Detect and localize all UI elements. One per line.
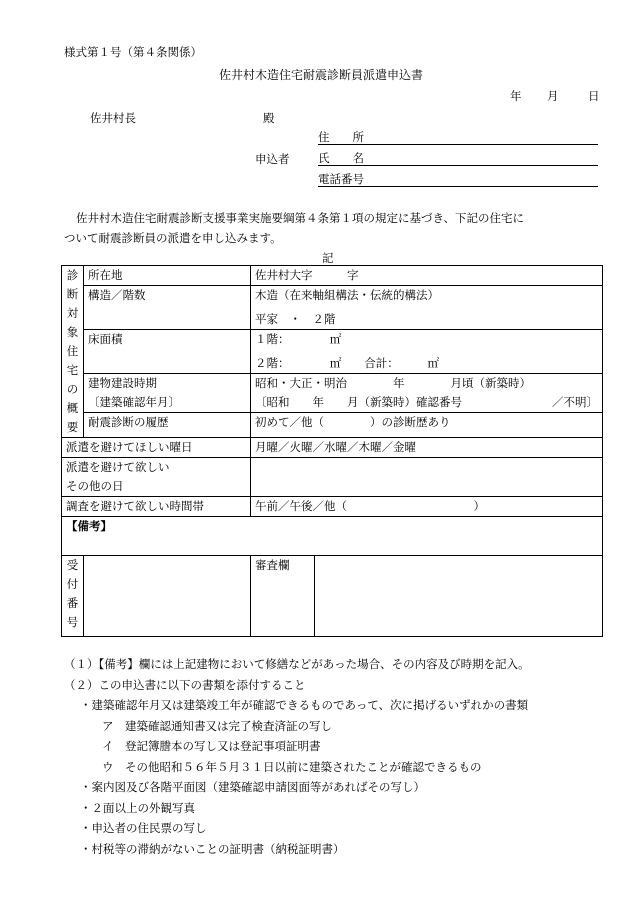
property-overview-header: 診 断 対 象 住 宅 の 概 要: [62, 266, 84, 438]
form-number: 様式第１号（第４条関係）: [64, 45, 202, 59]
other-days-label: 派遣を避けて欲しい その他の日: [62, 458, 251, 497]
review-label: 審査欄: [251, 556, 315, 637]
structure-type[interactable]: 木造（在来軸組構法・伝統的構法）: [251, 286, 603, 311]
date-month: 月: [547, 89, 559, 103]
honorific: 殿: [263, 111, 275, 125]
avoid-time-value[interactable]: 午前／午後／他（ ）: [251, 497, 603, 517]
name-field[interactable]: [318, 150, 598, 166]
phone-label: 電話番号: [318, 172, 364, 186]
applicant-label: 申込者: [255, 152, 290, 166]
date-day: 日: [588, 89, 600, 103]
attachment-2: ・案内図及び各階平面図（建築確認申請図面等があればその写し）: [80, 780, 425, 794]
history-label: 耐震診断の履歴: [84, 413, 251, 438]
build-period-value[interactable]: 昭和・大正・明治 年 月頃（新築時）: [251, 374, 603, 394]
review-value[interactable]: [315, 556, 603, 637]
history-value[interactable]: 初めて／他（ ）の診断歴あり: [251, 413, 603, 438]
name-label: 氏 名: [318, 151, 364, 165]
confirm-date-value[interactable]: [251, 393, 603, 413]
build-period-label: 建物建設時期: [84, 374, 251, 394]
addressee: 佐井村長: [90, 111, 136, 125]
floor-area-2f-total[interactable]: ２階： ㎡ 合計： ㎡: [251, 354, 603, 374]
receipt-number-value[interactable]: [84, 556, 251, 637]
receipt-number-label: 受 付 番 号: [62, 556, 84, 637]
note-1: （１）【備考】欄には上記建物において修繕などがあった場合、その内容及び時期を記入。: [64, 657, 530, 671]
floor-area-1f[interactable]: １階： ㎡: [251, 330, 603, 355]
confirm-date-left: 〔昭和 年 月（新築時）確認番号: [255, 395, 462, 409]
confirm-date-right: ／不明〕: [552, 395, 598, 409]
attachment-4: ・申込者の住民票の写し: [80, 821, 207, 835]
attachment-1c: ウ その他昭和５６年５月３１日以前に建築されたことが確認できるもの: [102, 759, 482, 774]
attachment-3: ・２面以上の外観写真: [80, 800, 195, 815]
location-label: 所在地: [84, 266, 251, 286]
attachment-1: ・建築確認年月又は建築竣工年が確認できるものであって、次に掲げるいずれかの書類: [80, 698, 529, 712]
attachment-5: ・村税等の滞納がないことの証明書（納税証明書）: [80, 841, 345, 856]
form-title: 佐井村木造住宅耐震診断員派遣申込書: [219, 68, 424, 82]
confirm-date-label: 〔建築確認年月〕: [84, 393, 251, 413]
avoid-days-value[interactable]: 月曜／火曜／水曜／木曜／金曜: [251, 438, 603, 458]
attachment-1a: ア 建築確認通知書又は完了検査済証の写し: [102, 718, 332, 733]
notes: [64, 654, 530, 859]
floor-area-label: 床面積: [84, 330, 251, 374]
avoid-time-label: 調査を避けて欲しい時間帯: [62, 497, 251, 517]
other-days-value[interactable]: [251, 458, 603, 497]
avoid-days-label: 派遣を避けてほしい曜日: [62, 438, 251, 458]
remarks-field[interactable]: [62, 517, 603, 556]
body-line-1: 佐井村木造住宅耐震診断支援事業実施要綱第４条第１項の規定に基づき、下記の住宅に: [76, 211, 525, 225]
application-table: [61, 265, 603, 637]
body-line-2: ついて耐震診断員の派遣を申し込みます。: [64, 231, 282, 245]
structure-label: 構造／階数: [84, 286, 251, 330]
structure-floors[interactable]: 平家 ・ ２階: [251, 310, 603, 330]
location-value[interactable]: 佐井村大字 字: [251, 266, 603, 286]
date-year: 年: [510, 89, 522, 103]
note-2: （２）この申込書に以下の書類を添付すること: [64, 677, 306, 692]
address-field[interactable]: [318, 129, 598, 145]
attachment-1b: イ 登記簿謄本の写し又は登記事項証明書: [102, 739, 321, 753]
ki-marker: 記: [322, 251, 334, 265]
address-label: 住 所: [318, 130, 364, 144]
remarks-label: 【備考】: [66, 519, 112, 533]
phone-field[interactable]: [318, 171, 598, 187]
